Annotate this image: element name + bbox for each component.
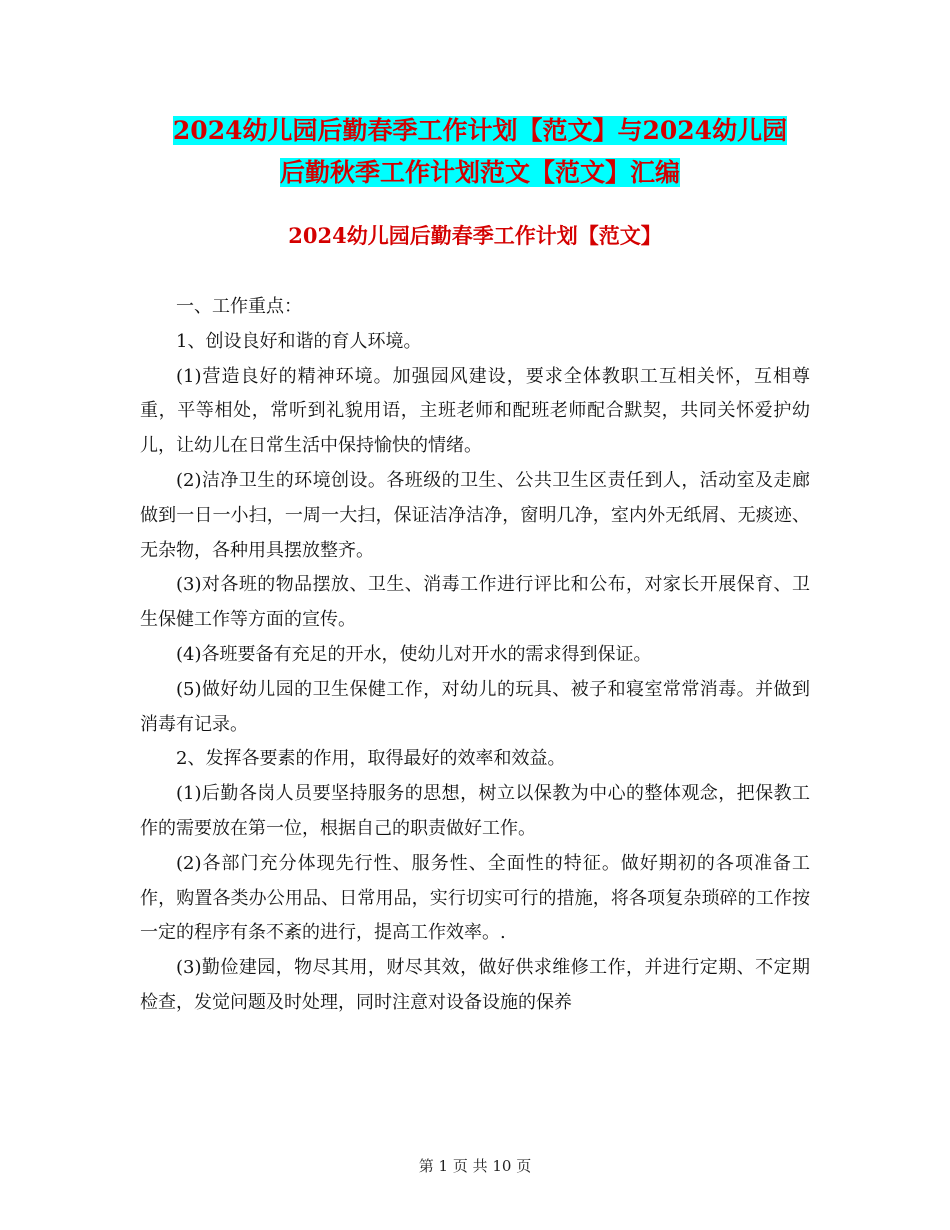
paragraph: (5)做好幼儿园的卫生保健工作，对幼儿的玩具、被子和寝室常常消毒。并做到消毒有记录。 (140, 678, 810, 735)
paragraph: 2、发挥各要素的作用，取得最好的效率和效益。 (176, 748, 566, 770)
document-body (140, 290, 810, 1021)
title-line-1: 2024幼儿园后勤春季工作计划【范文】与2024幼儿园 (172, 116, 788, 145)
paragraph: (1)后勤各岗人员要坚持服务的思想，树立以保教为中心的整体观念，把保教工作的需要放在第一位，根据自己的职责做好工作。 (140, 783, 810, 839)
section-title: 2024幼儿园后勤春季工作计划【范文】 (288, 223, 662, 248)
page-footer: 第 1 页 共 10 页 (418, 1157, 532, 1175)
paragraph: 一、工作重点： (176, 296, 302, 317)
paragraph: (4)各班要备有充足的开水，使幼儿对开水的需求得到保证。 (176, 643, 652, 665)
paragraph: (3)勤俭建园，物尽其用，财尽其效，做好供求维修工作，并进行定期、不定期检查，发觉问题及时处理，同时注意对设备设施的保养 (140, 957, 810, 1013)
paragraph: 1、创设良好和谐的育人环境。 (176, 330, 422, 352)
document-title (140, 110, 820, 194)
paragraph: (2)各部门充分体现先行性、服务性、全面性的特征。做好期初的各项准备工作，购置各类办公用品、日常用品，实行切实可行的措施，将各项复杂琐碎的工作按一定的程序有条不紊的进行，提高工作效率。. (140, 852, 810, 944)
paragraph: (3)对各班的物品摆放、卫生、消毒工作进行评比和公布，对家长开展保育、卫生保健工作等方面的宣传。 (140, 574, 810, 631)
title-line-2: 后勤秋季工作计划范文【范文】汇编 (279, 158, 680, 187)
paragraph: (1)营造良好的精神环境。加强园风建设，要求全体教职工互相关怀，互相尊重，平等相处，常听到礼貌用语，主班老师和配班老师配合默契，共同关怀爱护幼儿，让幼儿在日常生活中保持愉快的情绪。 (140, 365, 810, 457)
paragraph: (2)洁净卫生的环境创设。各班级的卫生、公共卫生区责任到人，活动室及走廊做到一日一小扫，一周一大扫，保证洁净洁净，窗明几净，室内外无纸屑、无痰迹、无杂物，各种用具摆放整齐。 (140, 469, 810, 561)
